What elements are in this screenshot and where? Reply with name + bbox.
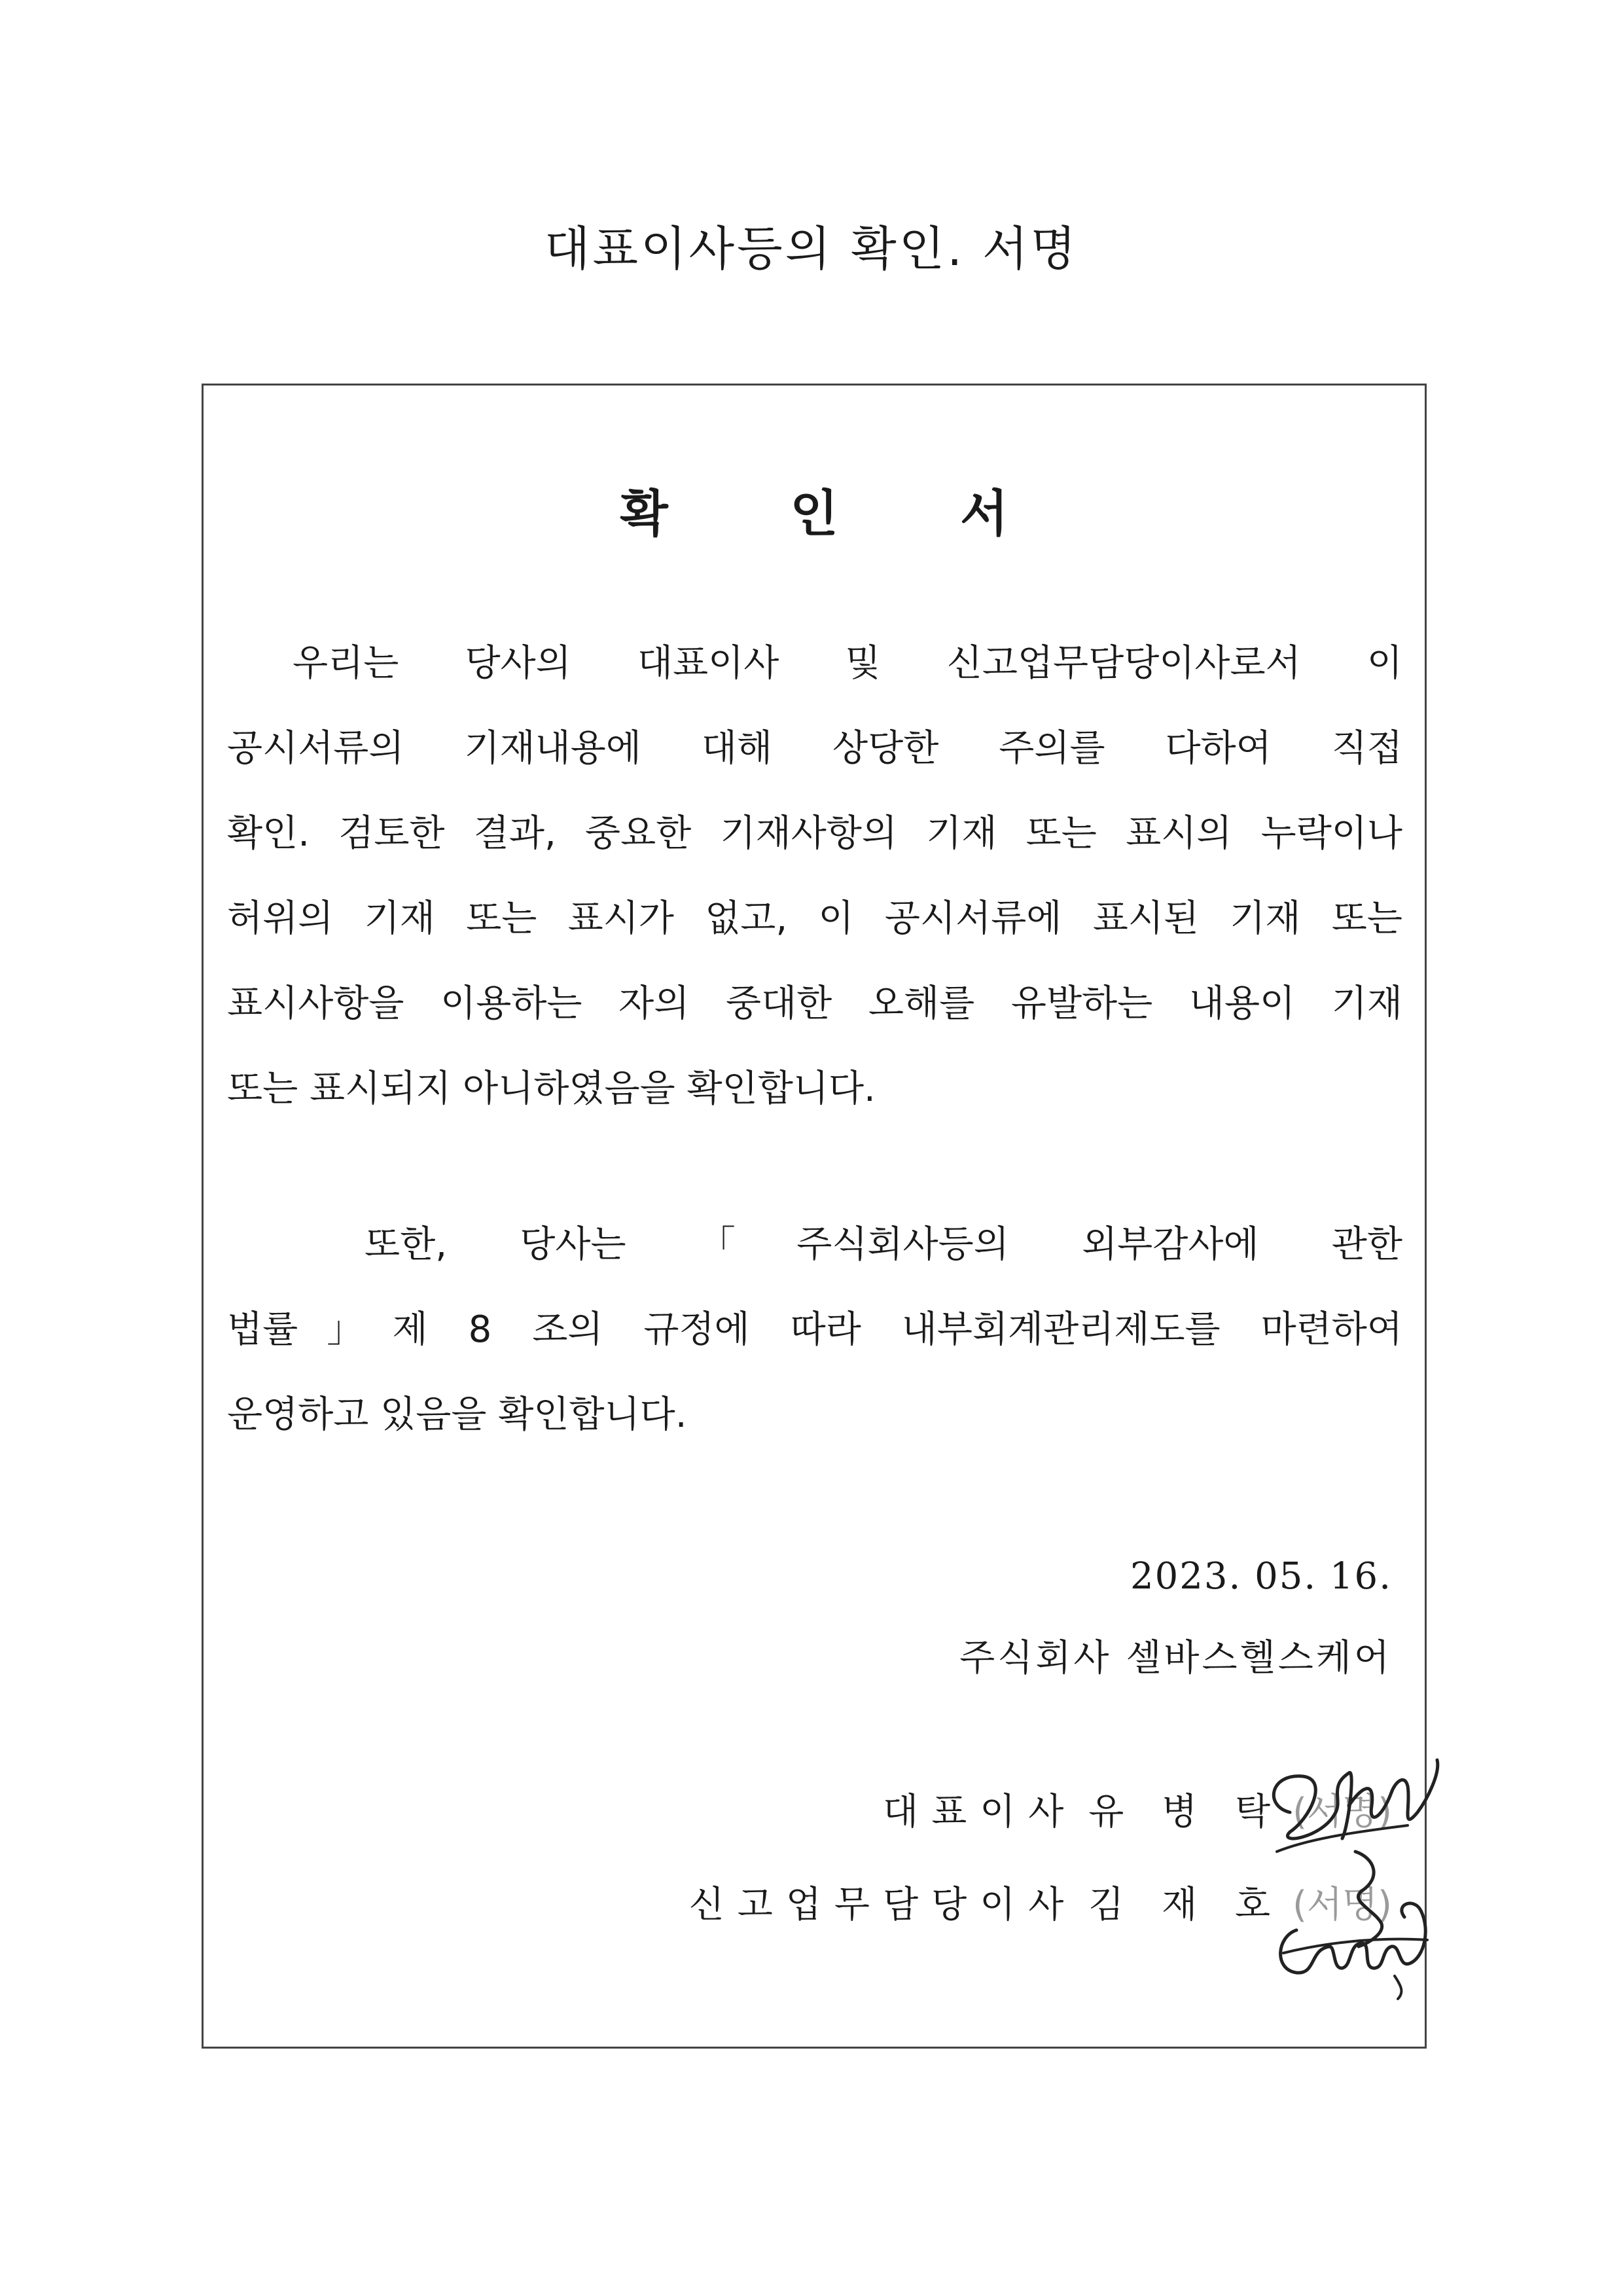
company-name: 주식회사 셀바스헬스케어 [959,1637,1392,1679]
document-date: 2023. 05. 16. [1130,1555,1392,1598]
paragraph-line: 운영하고 있음을 확인합니다. [227,1393,687,1436]
page-title: 대표이사등의 확인. 서명 [544,221,1079,276]
signer-role: 대표이사 [883,1791,1077,1833]
internal-control-paragraph [227,1202,1402,1458]
signer-name: 유 병 탁 [1088,1791,1284,1833]
signer-ceo [883,1780,1392,1845]
paragraph-line: 허위의 기재 또는 표시가 없고, 이 공시서류에 표시된 기재 또는 [227,897,1402,940]
signer-name: 김 재 호 [1088,1884,1284,1926]
sign-mark: (서명) [1293,1884,1392,1926]
paragraph-line: 또한, 당사는 「주식회사등의 외부감사에 관한 [365,1223,1402,1266]
paragraph-line: 우리는 당사의 대표이사 및 신고업무담당이사로서 이 [293,642,1402,685]
signer-disclosure-officer [689,1873,1392,1938]
confirmation-paragraph [227,621,1402,1132]
document-title: 확 인 서 [620,484,1061,543]
paragraph-line: 확인. 검토한 결과, 중요한 기재사항의 기재 또는 표시의 누락이나 [227,812,1402,855]
paragraph-line: 공시서류의 기재내용에 대해 상당한 주의를 다하여 직접 [227,727,1402,770]
paragraph-line: 법률」제 8 조의 규정에 따라 내부회계관리제도를 마련하여 [227,1308,1402,1351]
confirmation-document [202,384,1427,2049]
paragraph-line: 표시사항을 이용하는 자의 중대한 오해를 유발하는 내용이 기재 [227,982,1402,1025]
signer-role: 신고업무담당이사 [688,1884,1077,1926]
paragraph-line: 또는 표시되지 아니하였음을 확인합니다. [227,1067,876,1110]
sign-mark: (서명) [1293,1791,1392,1833]
